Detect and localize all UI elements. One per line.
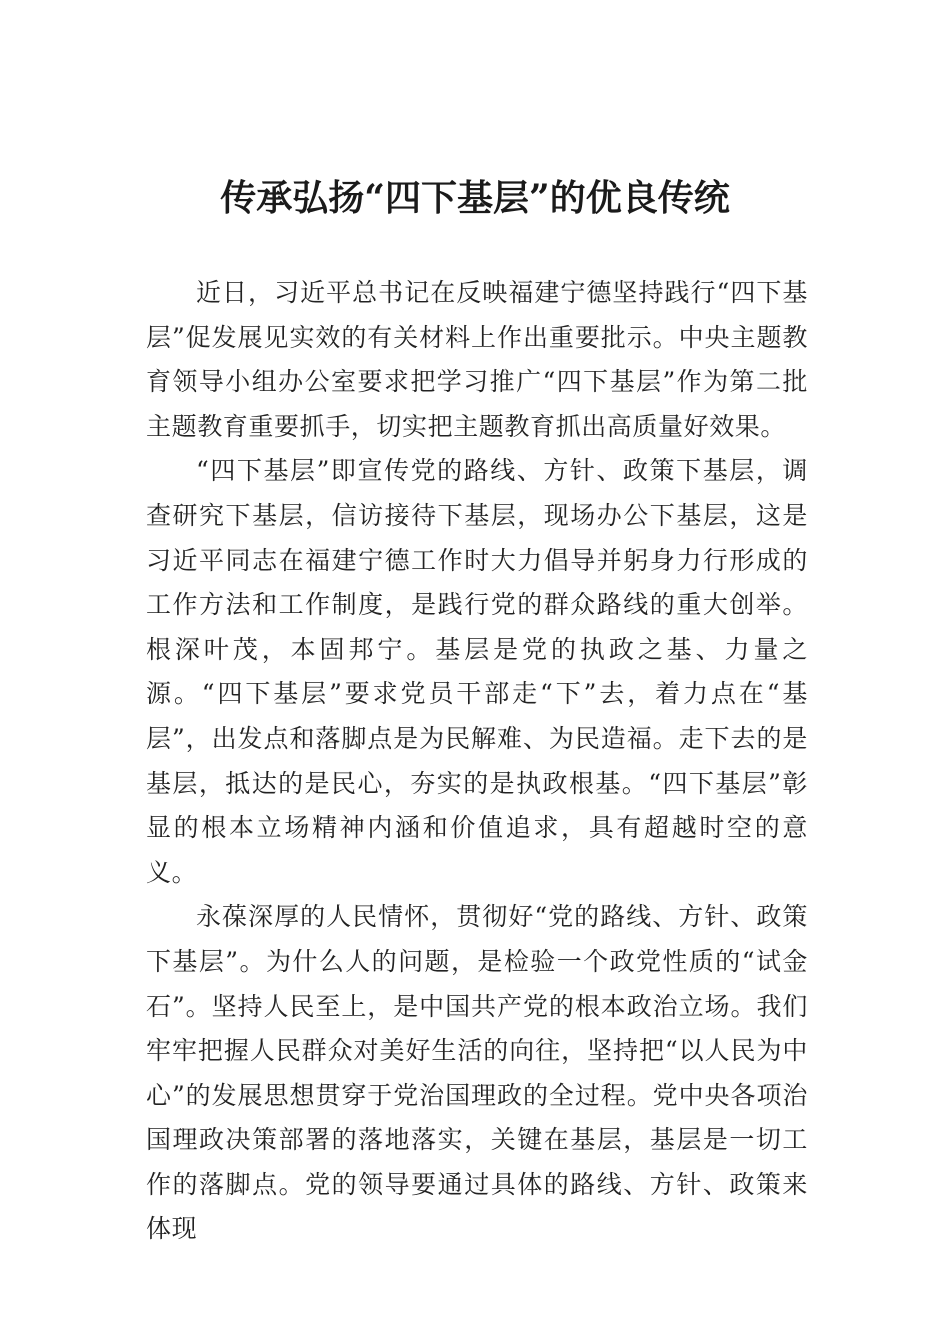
paragraph-2: “四下基层”即宣传党的路线、方针、政策下基层，调查研究下基层，信访接待下基层，现场办公下基层，这是习近平同志在福建宁德工作时大力倡导并躬身力行形成的工作方法和工作制度，是践行党的群众路线的重大创举。根深叶茂，本固邦宁。基层是党的执政之基、力量之源。“四下基层”要求党员干部走“下”去，着力点在“基层”，出发点和落脚点是为民解难、为民造福。走下去的是基层，抵达的是民心，夯实的是执政根基。“四下基层”彰显的根本立场精神内涵和价值追求，具有超越时空的意义。 (146, 456, 808, 887)
paragraph-3: 永葆深厚的人民情怀，贯彻好“党的路线、方针、政策下基层”。为什么人的问题，是检验一个政党性质的“试金石”。坚持人民至上，是中国共产党的根本政治立场。我们牢牢把握人民群众对美好生活的向往，坚持把“以人民为中心”的发展思想贯穿于党治国理政的全过程。党中央各项治国理政决策部署的落地落实，关键在基层，基层是一切工作的落脚点。党的领导要通过具体的路线、方针、政策来体现 (146, 902, 808, 1244)
document-body (146, 271, 808, 1252)
paragraph-1: 近日，习近平总书记在反映福建宁德坚持践行“四下基层”促发展见实效的有关材料上作出重要批示。中央主题教育领导小组办公室要求把学习推广“四下基层”作为第二批主题教育重要抓手，切实把主题教育抓出高质量好效果。 (146, 278, 808, 441)
document-title: 传承弘扬“四下基层”的优良传统 (220, 177, 730, 219)
